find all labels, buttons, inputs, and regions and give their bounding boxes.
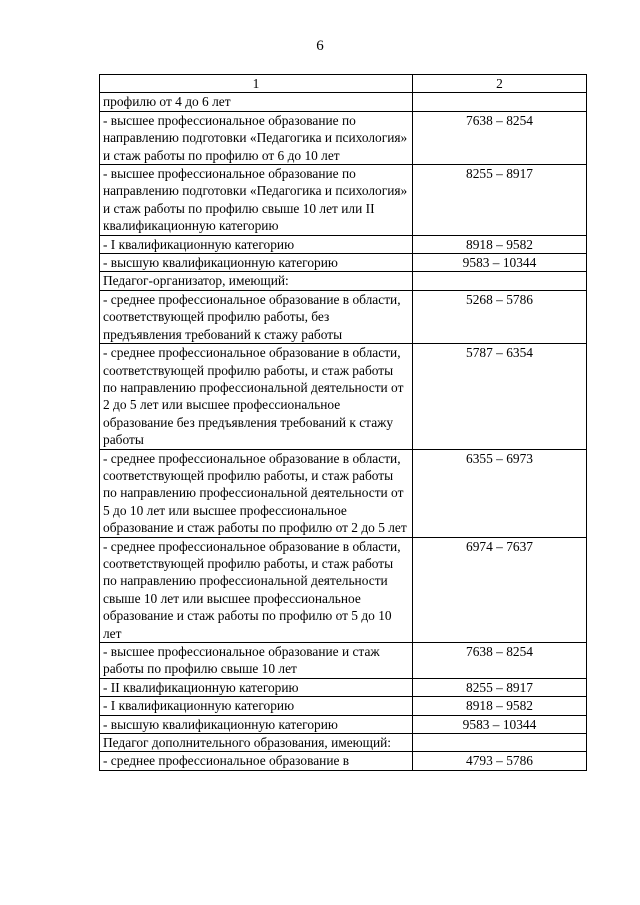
position-description: - I квалификационную категорию [100, 235, 413, 253]
table-row [100, 643, 587, 679]
table-row [100, 93, 587, 111]
salary-range [413, 272, 587, 290]
salary-range: 5268 – 5786 [413, 290, 587, 343]
salary-range: 6974 – 7637 [413, 537, 587, 642]
salary-range: 9583 – 10344 [413, 715, 587, 733]
position-description: - II квалификационную категорию [100, 678, 413, 696]
position-description: Педагог дополнительного образования, имеющий: [100, 734, 413, 752]
column-header-1: 1 [100, 75, 413, 93]
table-row [100, 235, 587, 253]
table-row [100, 697, 587, 715]
salary-range [413, 734, 587, 752]
salary-range: 8255 – 8917 [413, 678, 587, 696]
position-description: - высшую квалификационную категорию [100, 254, 413, 272]
salary-range [413, 93, 587, 111]
salary-table [99, 74, 587, 771]
table-row [100, 111, 587, 164]
salary-range: 4793 – 5786 [413, 752, 587, 770]
table-row [100, 715, 587, 733]
position-description: профилю от 4 до 6 лет [100, 93, 413, 111]
table-row [100, 290, 587, 343]
salary-range: 8918 – 9582 [413, 697, 587, 715]
salary-range: 9583 – 10344 [413, 254, 587, 272]
position-description: - среднее профессиональное образование в [100, 752, 413, 770]
table-header-row [100, 75, 587, 93]
table-row [100, 752, 587, 770]
table-row [100, 449, 587, 537]
table-row [100, 272, 587, 290]
page-number: 6 [316, 38, 324, 54]
position-description: Педагог-организатор, имеющий: [100, 272, 413, 290]
table-row [100, 254, 587, 272]
position-description: - высшее профессиональное образование по направлению подготовки «Педагогика и психология» и стаж работы по профилю свыше 10 лет или II квалификационную категорию [100, 165, 413, 236]
position-description: - высшую квалификационную категорию [100, 715, 413, 733]
position-description: - высшее профессиональное образование по направлению подготовки «Педагогика и психология» и стаж работы по профилю от 6 до 10 лет [100, 111, 413, 164]
position-description: - среднее профессиональное образование в области, соответствующей профилю работы, и стаж работы по направлению профессиональной деятельности от 2 до 5 лет или высшее профессиональное образование без предъявления требований к стажу работы [100, 344, 413, 449]
position-description: - среднее профессиональное образование в области, соответствующей профилю работы, и стаж работы по направлению профессиональной деятельности от 5 до 10 лет или высшее профессиональное образование и стаж работы по профилю от 2 до 5 лет [100, 449, 413, 537]
position-description: - высшее профессиональное образование и стаж работы по профилю свыше 10 лет [100, 643, 413, 679]
salary-range: 8918 – 9582 [413, 235, 587, 253]
table-row [100, 678, 587, 696]
salary-range: 6355 – 6973 [413, 449, 587, 537]
table-row [100, 537, 587, 642]
table-row [100, 734, 587, 752]
position-description: - среднее профессиональное образование в области, соответствующей профилю работы, без предъявления требований к стажу работы [100, 290, 413, 343]
table-row [100, 165, 587, 236]
salary-range: 8255 – 8917 [413, 165, 587, 236]
salary-range: 7638 – 8254 [413, 643, 587, 679]
salary-range: 7638 – 8254 [413, 111, 587, 164]
table-row [100, 344, 587, 449]
column-header-2: 2 [413, 75, 587, 93]
position-description: - среднее профессиональное образование в области, соответствующей профилю работы, и стаж работы по направлению профессиональной деятельности свыше 10 лет или высшее профессиональное образование и стаж работы по профилю от 5 до 10 лет [100, 537, 413, 642]
position-description: - I квалификационную категорию [100, 697, 413, 715]
salary-range: 5787 – 6354 [413, 344, 587, 449]
